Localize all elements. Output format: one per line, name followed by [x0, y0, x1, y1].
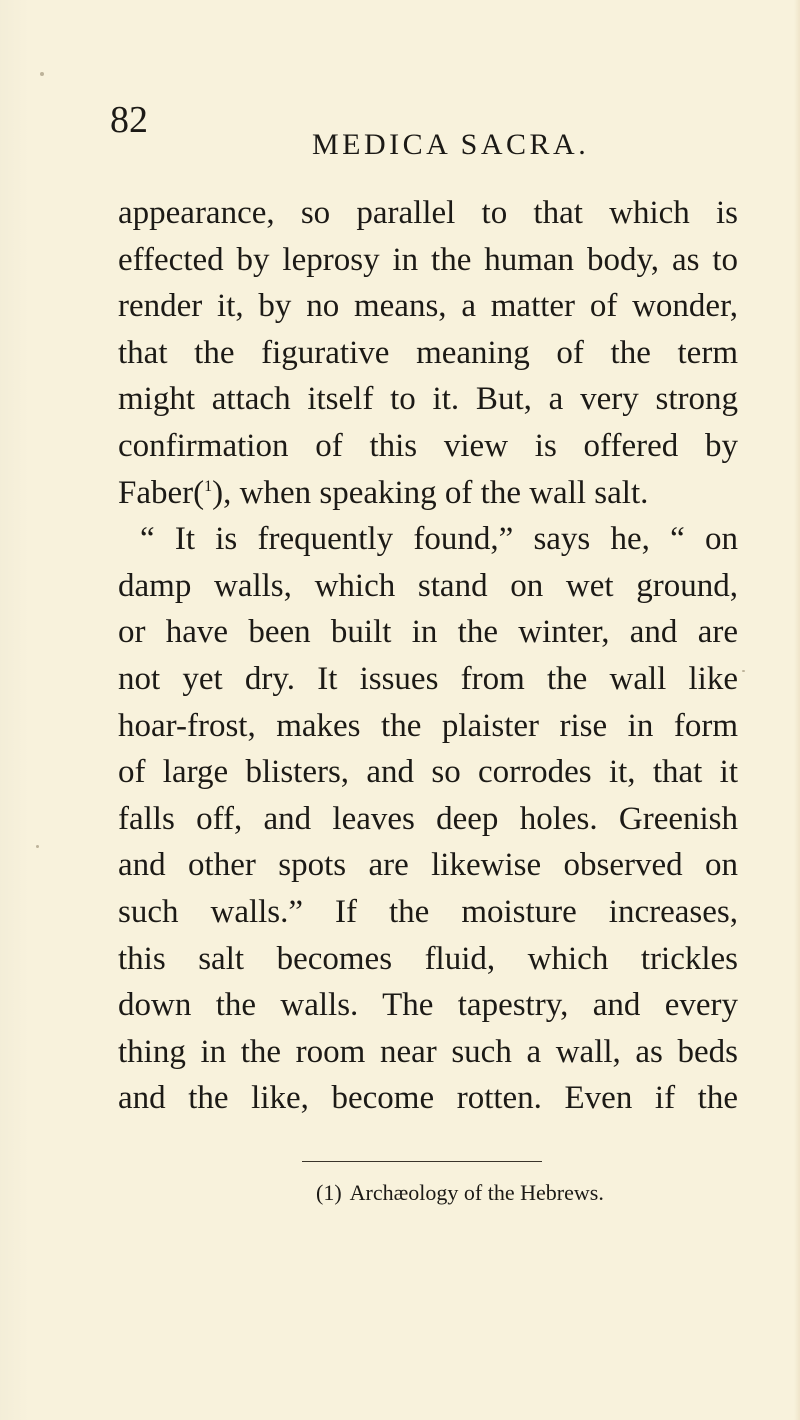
text-line: might attach itself to it. But, a very strong [118, 381, 738, 418]
body-text [118, 190, 738, 1122]
text-line: not yet dry. It issues from the wall like [118, 660, 738, 697]
page-number: 82 [110, 99, 148, 141]
text-line: thing in the room near such a wall, as beds [118, 1033, 738, 1070]
footnote [316, 1179, 604, 1207]
text-line: of large blisters, and so corrodes it, that it [118, 754, 738, 791]
footnote-separator-rule [302, 1161, 542, 1162]
text-line: confirmation of this view is offered by [118, 427, 738, 464]
text-line: hoar-frost, makes the plaister rise in form [118, 707, 738, 744]
text-line: effected by leprosy in the human body, as to [118, 241, 738, 278]
text-line: down the walls. The tapestry, and every [118, 987, 738, 1024]
text-line: appearance, so parallel to that which is [118, 195, 738, 231]
footnote-marker: (1) [316, 1180, 342, 1205]
text-line-quote-start: “ It is frequently found,” says he, “ on [140, 521, 738, 558]
text-line: or have been built in the winter, and are [118, 614, 738, 651]
text-line: such walls.” If the moisture increases, [118, 893, 738, 930]
citation-open: ( [193, 474, 205, 511]
footnote-text: Archæology of the Hebrews. [349, 1180, 604, 1205]
text-line: that the figurative meaning of the term [118, 334, 738, 371]
text-line: this salt becomes fluid, which trickles [118, 940, 738, 977]
text-line: and other spots are likewise observed on [118, 847, 738, 884]
text-line: render it, by no means, a matter of wonder, [118, 288, 738, 325]
text-line: and the like, become rotten. Even if the [118, 1080, 738, 1117]
page-edge-shadow [794, 0, 800, 1420]
running-head: MEDICA SACRA. [312, 128, 590, 161]
text-line: falls off, and leaves deep holes. Greenish [118, 800, 738, 837]
citation-close: ), [212, 474, 232, 511]
footnote-reference[interactable]: 1 [204, 477, 213, 495]
text-line-remainder: when speaking of the wall salt. [239, 474, 649, 511]
text-line-with-citation [118, 470, 738, 517]
text-line: damp walls, which stand on wet ground, [118, 567, 738, 604]
cited-author: Faber [118, 474, 194, 511]
